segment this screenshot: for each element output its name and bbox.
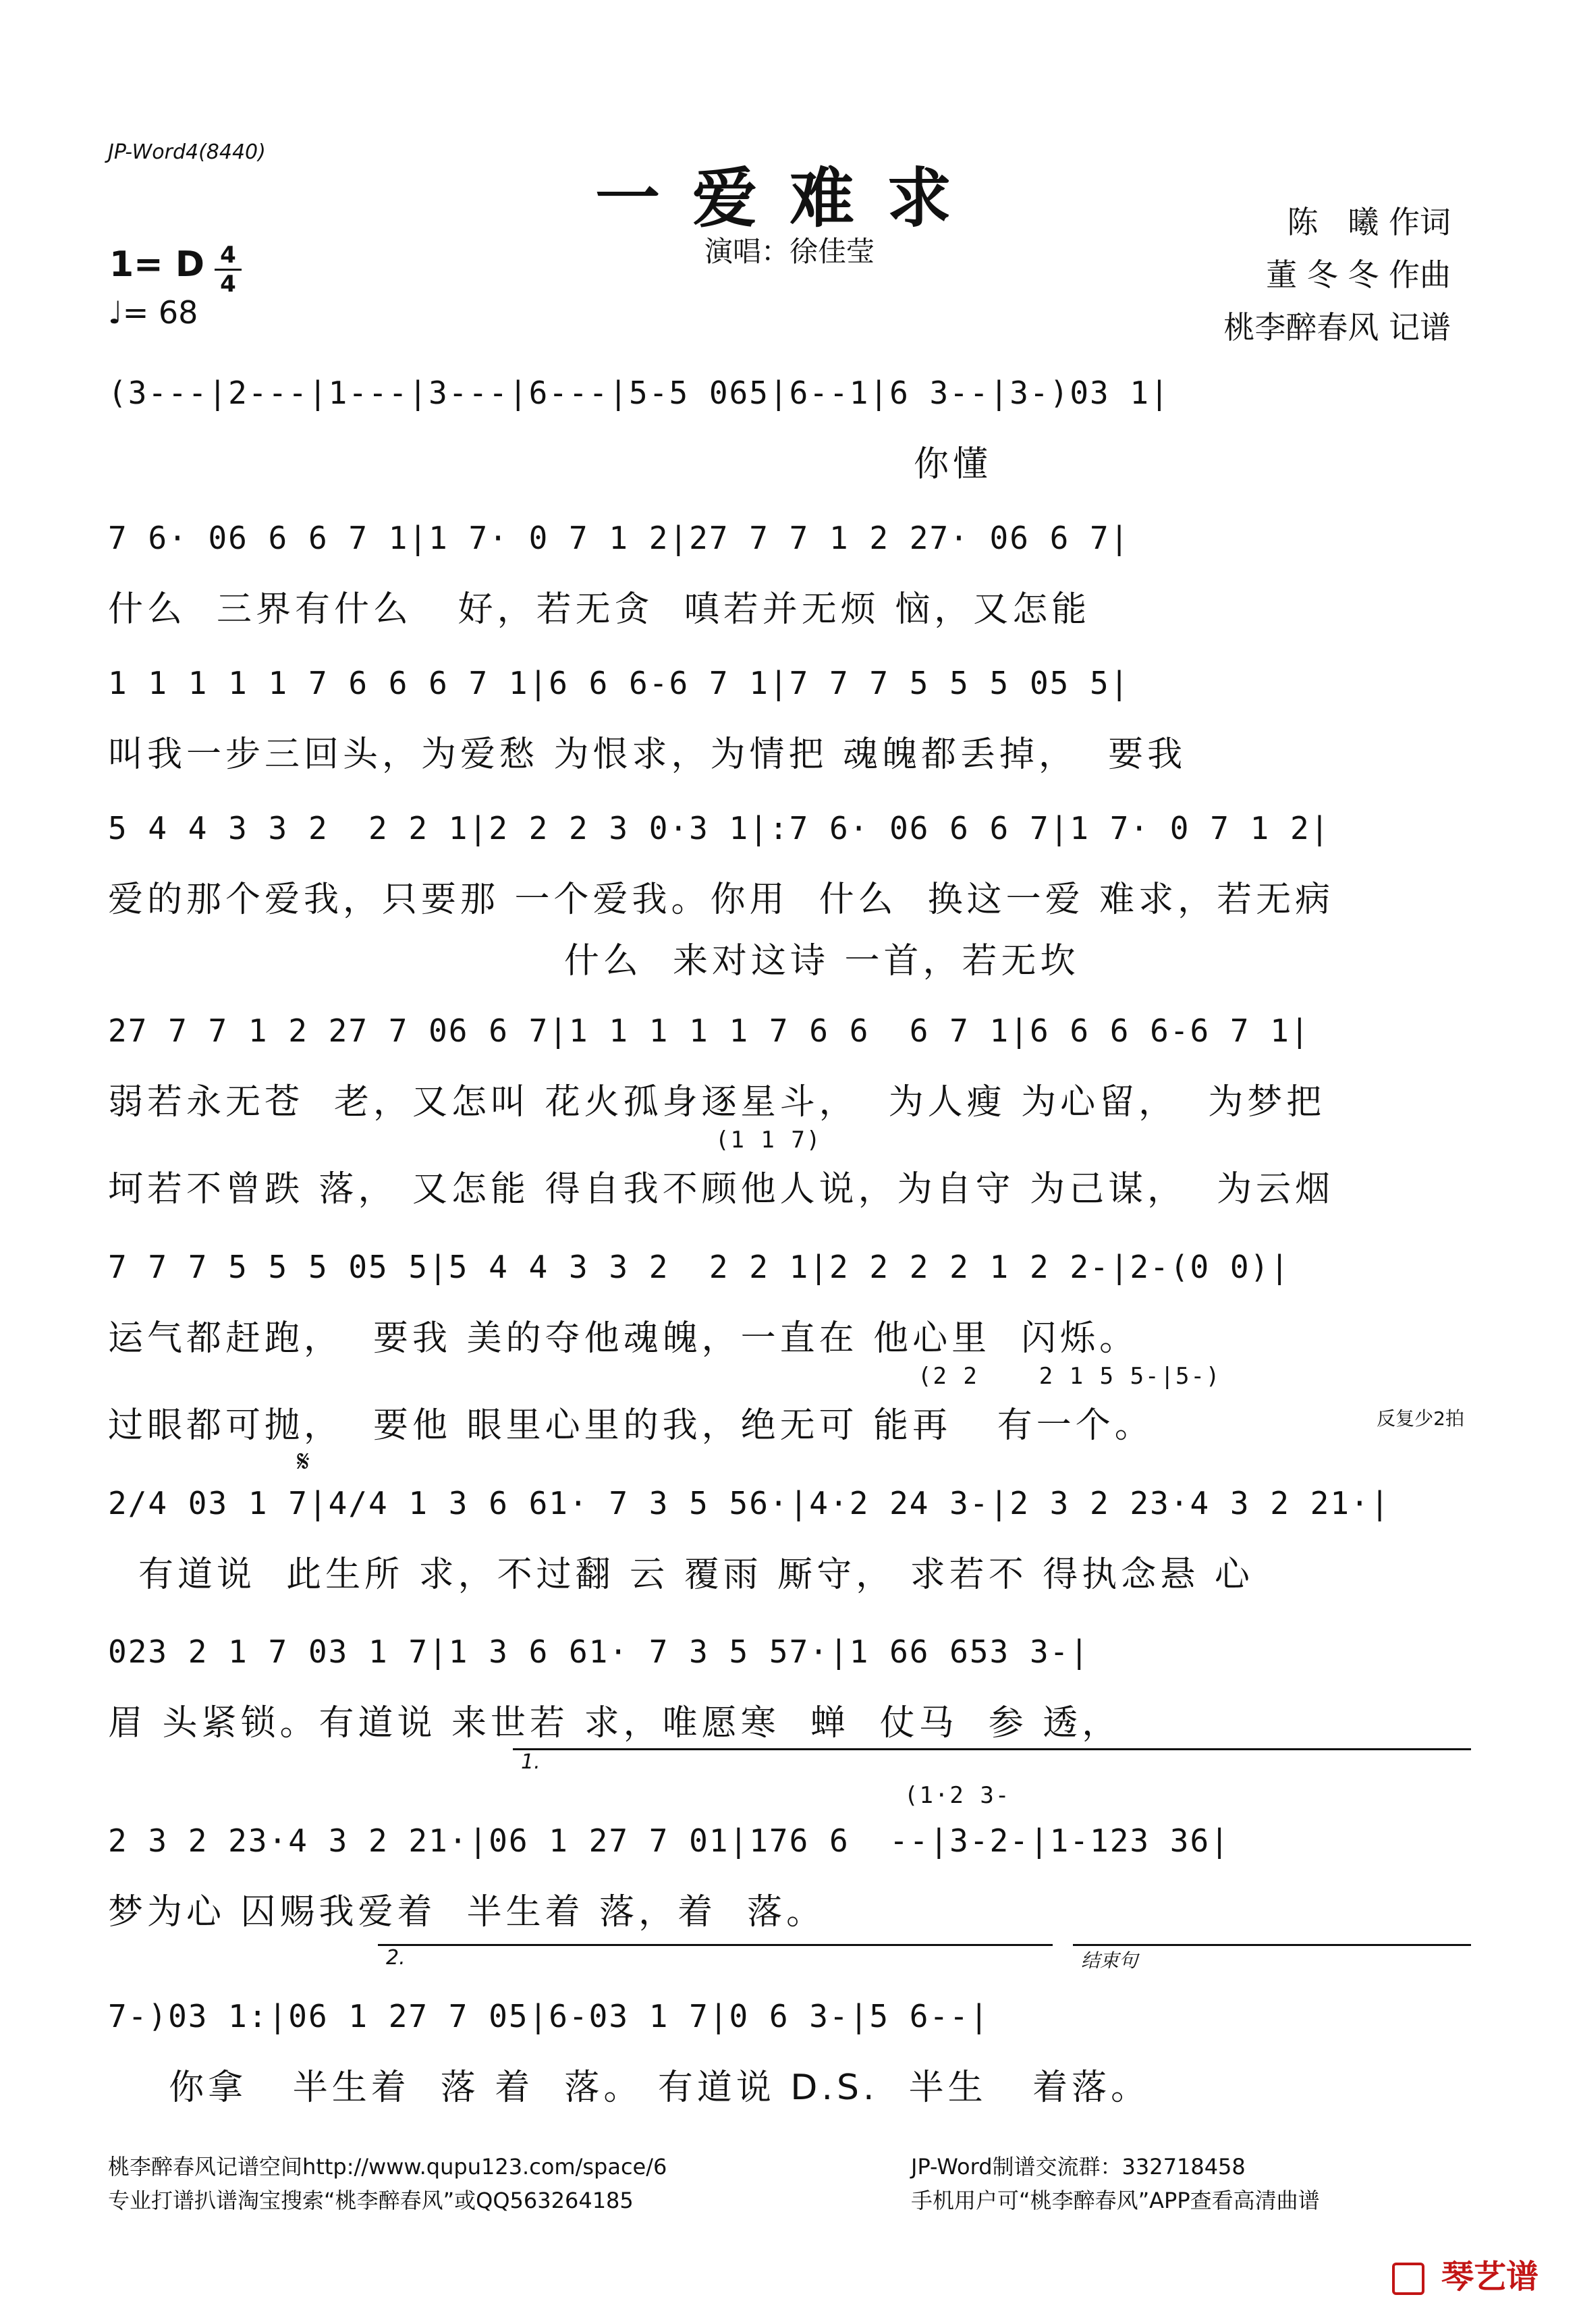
song-title: 一爱难求: [595, 160, 984, 236]
lyrics-line: 眉 头紧锁。有道说 来世若 求，唯愿寒 蝉 仗马 参 透，: [108, 1703, 1121, 1744]
notes-line: (3---|2---|1---|3---|6---|5-5 065|6--1|6 3--|3-)03 1|: [108, 375, 1170, 411]
composer-credit: 董 冬 冬 作曲: [1266, 256, 1451, 293]
lyrics-verse-2: 过眼都可抛， 要他 眼里心里的我，绝无可 能再 有一个。: [108, 1405, 1154, 1446]
score-system-7: [108, 1444, 1471, 1596]
volta-label: 2.: [386, 1946, 406, 1970]
segno-sign: 𝄋: [297, 1444, 310, 1479]
lyrics-line: 梦为心 囚赐我爱着 半生着 落，着 落。: [108, 1892, 826, 1933]
credits: [1223, 196, 1451, 354]
score-system-6: [108, 1249, 1471, 1447]
footer-left: [108, 2150, 667, 2217]
lyrics-verse-1: 弱若永无苍 老，又怎叫 花火孤身逐星斗， 为人瘦 为心留， 为梦把: [108, 1082, 1326, 1123]
lyrics-line: 什么 三界有什么 好，若无贪 嗔若并无烦 恼，又怎能: [108, 589, 1091, 630]
notes-line: 1 1 1 1 1 7 6 6 6 7 1|6 6 6-6 7 1|7 7 7 5 5 5 05 5|: [108, 665, 1130, 701]
score-system-5: [108, 1012, 1471, 1211]
lyrics-line: 有道说 此生所 求，不过翻 云 覆雨 厮守， 求若不 得执念悬 心: [108, 1555, 1254, 1595]
score-system-4: [108, 810, 1471, 983]
alternate-notes: (1 1 7): [715, 1127, 822, 1154]
notes-line: 2/4 03 1 7|4/4 1 3 6 61· 7 3 5 56·|4·2 24 3-|2 3 2 23·4 3 2 21·|: [108, 1485, 1391, 1521]
score-system-9: [108, 1750, 1471, 1934]
logo-text: 琴艺谱: [1441, 2258, 1539, 2296]
score-system-1: [108, 375, 1471, 486]
ending-label: 结束句: [1081, 1949, 1138, 1972]
notes-line: 023 2 1 7 03 1 7|1 3 6 61· 7 3 5 57·|1 66 653 3-|: [108, 1633, 1090, 1670]
singer-label: 演唱：徐佳莹: [704, 235, 875, 268]
notes-line: 7 7 7 5 5 5 05 5|5 4 4 3 3 2 2 2 1|2 2 2 2 1 2 2-|2-(0 0)|: [108, 1249, 1290, 1285]
alternate-notes: (1·2 3-: [904, 1782, 1011, 1809]
logo-icon: [1392, 2263, 1424, 2295]
alternate-notes: (2 2 2 1 5 5-|5-): [918, 1363, 1221, 1390]
transcriber-credit: 桃李醉春风 记谱: [1223, 309, 1451, 346]
notes-line: 7-)03 1:|06 1 27 7 05|6-03 1 7|0 6 3-|5 6--|: [108, 1998, 990, 2034]
repeat-note: 反复少2拍: [1377, 1407, 1464, 1430]
score-system-8: [108, 1633, 1471, 1745]
footer-right: [911, 2150, 1320, 2217]
lyrics-verse-2: 坷若不曾跌 落， 又怎能 得自我不顾他人说，为自守 为己谋， 为云烟: [108, 1169, 1335, 1210]
footer-group-info: JP-Word制谱交流群：332718458: [911, 2154, 1246, 2180]
volta-label: 1.: [521, 1750, 541, 1774]
footer-shop-info: 专业打谱扒谱淘宝搜索“桃李醉春风”或QQ563264185: [108, 2188, 634, 2213]
footer-app-info: 手机用户可“桃李醉春风”APP查看高清曲谱: [911, 2188, 1320, 2213]
lyrics-verse-1: 爱的那个爱我，只要那 一个爱我。你用 什么 换这一爱 难求，若无病: [108, 880, 1335, 920]
footer-site-link: 桃李醉春风记谱空间http://www.qupu123.com/space/6: [108, 2154, 667, 2180]
score-system-10: [108, 1946, 1471, 2109]
notes-line: 5 4 4 3 3 2 2 2 1|2 2 2 3 0·3 1|:7 6· 06 6 6 7|1 7· 0 7 1 2|: [108, 810, 1331, 846]
lyricist-credit: 陈 曦 作词: [1287, 204, 1451, 240]
volta-bracket-1: [513, 1748, 1471, 1774]
time-sig-top: 4: [220, 242, 236, 269]
ending-bracket: [1073, 1944, 1471, 1973]
lyrics-line: 叫我一步三回头，为爱愁 为恨求，为情把 魂魄都丢掉， 要我: [108, 734, 1187, 775]
tempo-marking: ♩= 68: [108, 294, 198, 331]
notes-line: 27 7 7 1 2 27 7 06 6 7|1 1 1 1 1 7 6 6 6 7 1|6 6 6 6-6 7 1|: [108, 1012, 1310, 1049]
notes-line: 7 6· 06 6 6 7 1|1 7· 0 7 1 2|27 7 7 1 2 27· 06 6 7|: [108, 520, 1130, 556]
score-system-3: [108, 665, 1471, 776]
lyrics-line: 你懂: [108, 444, 993, 485]
notes-line: 2 3 2 23·4 3 2 21·|06 1 27 7 01|176 6 --|3-2-|1-123 36|: [108, 1822, 1230, 1859]
brand-logo: [1392, 2250, 1539, 2297]
lyrics-verse-1: 运气都赶跑， 要我 美的夺他魂魄，一直在 他心里 闪烁。: [108, 1318, 1139, 1359]
time-sig-bottom: 4: [220, 271, 236, 298]
score-system-2: [108, 520, 1471, 631]
software-label: JP-Word4(8440): [108, 140, 266, 164]
lyrics-verse-2: 什么 来对这诗 一首，若无坎: [108, 941, 1080, 981]
key-signature: 1= D: [109, 244, 205, 285]
time-signature: [215, 243, 242, 296]
volta-bracket-2: [378, 1944, 1053, 1970]
lyrics-line: 你拿 半生着 落 着 落。 有道说 D.S. 半生 着落。: [108, 2068, 1151, 2108]
